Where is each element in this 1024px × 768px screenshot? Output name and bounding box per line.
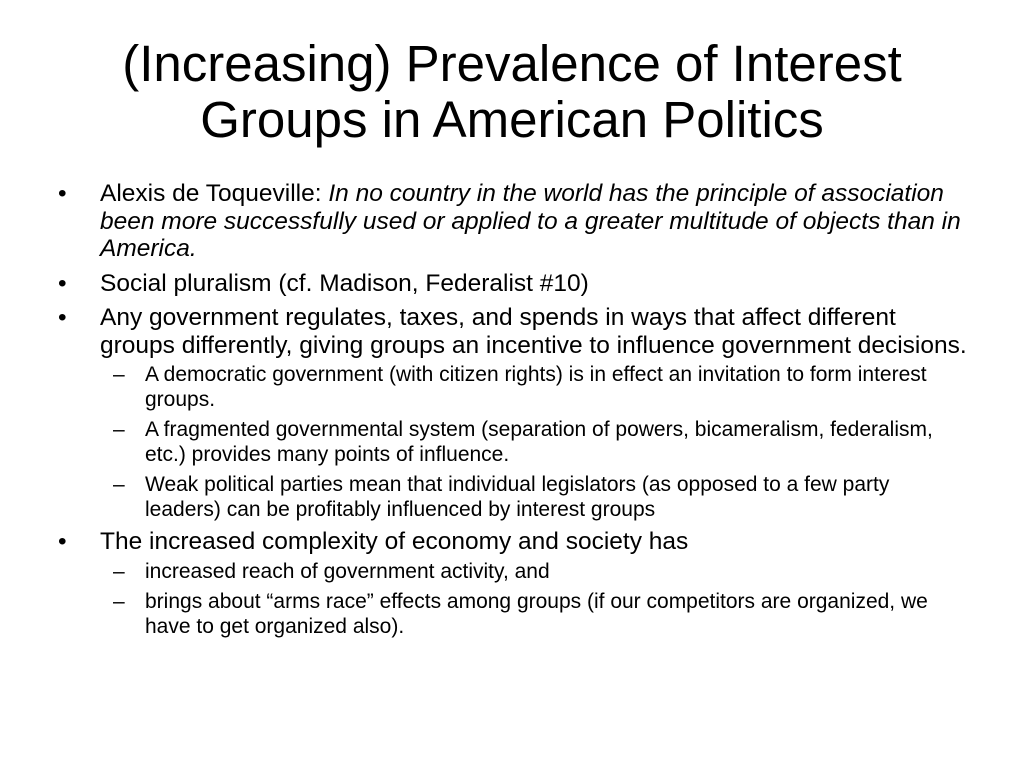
tocqueville-quote: In no country in the world has the principle of association been more successfully used or applied to a greater multitude of objects than in America. xyxy=(100,180,961,262)
sub-bullet-marker: – xyxy=(113,363,125,386)
bullet-increased-complexity xyxy=(58,528,968,556)
sub-bullet-arms-race xyxy=(58,590,968,639)
sub-bullet-marker: – xyxy=(113,473,125,496)
bullet-lead-text: Alexis de Toqueville: xyxy=(100,180,329,207)
bullet-marker: • xyxy=(58,269,67,297)
sub-bullet-marker: – xyxy=(113,418,125,441)
bullet-social-pluralism xyxy=(58,270,968,298)
slide-title: (Increasing) Prevalence of Interest Groups in American Politics xyxy=(122,35,902,148)
sub-bullet-democratic-government xyxy=(58,363,968,412)
sub-bullet-text: Weak political parties mean that individual legislators (as opposed to a few party leaders) can be profitably influenced by interest groups xyxy=(145,473,890,521)
bullet-marker: • xyxy=(58,180,67,207)
bullet-tocqueville xyxy=(58,180,968,263)
sub-bullet-marker: – xyxy=(113,559,125,583)
sub-bullet-text: brings about “arms race” effects among groups (if our competitors are organized, we have to get organized also). xyxy=(145,590,928,638)
sub-bullet-reach xyxy=(58,560,968,585)
bullet-marker: • xyxy=(58,304,67,331)
sub-bullet-fragmented-system xyxy=(58,418,968,467)
bullet-text: The increased complexity of economy and society has xyxy=(100,528,689,555)
sub-bullet-text: A democratic government (with citizen rights) is in effect an invitation to form interest groups. xyxy=(145,363,927,411)
sub-bullet-text: A fragmented governmental system (separation of powers, bicameralism, federalism, etc.) provides many points of influence. xyxy=(145,418,933,466)
bullet-text: Any government regulates, taxes, and spends in ways that affect different groups differently, giving groups an incentive to influence government decisions. xyxy=(100,304,967,359)
slide-body xyxy=(58,180,968,645)
sub-bullet-list xyxy=(58,560,968,640)
sub-bullet-marker: – xyxy=(113,590,125,613)
bullet-government-regulates xyxy=(58,304,968,359)
bullet-marker: • xyxy=(58,528,67,555)
sub-bullet-list xyxy=(58,363,968,522)
sub-bullet-weak-parties xyxy=(58,473,968,522)
sub-bullet-text: increased reach of government activity, and xyxy=(145,559,550,583)
bullet-text: Social pluralism (cf. Madison, Federalist #10) xyxy=(100,269,589,297)
